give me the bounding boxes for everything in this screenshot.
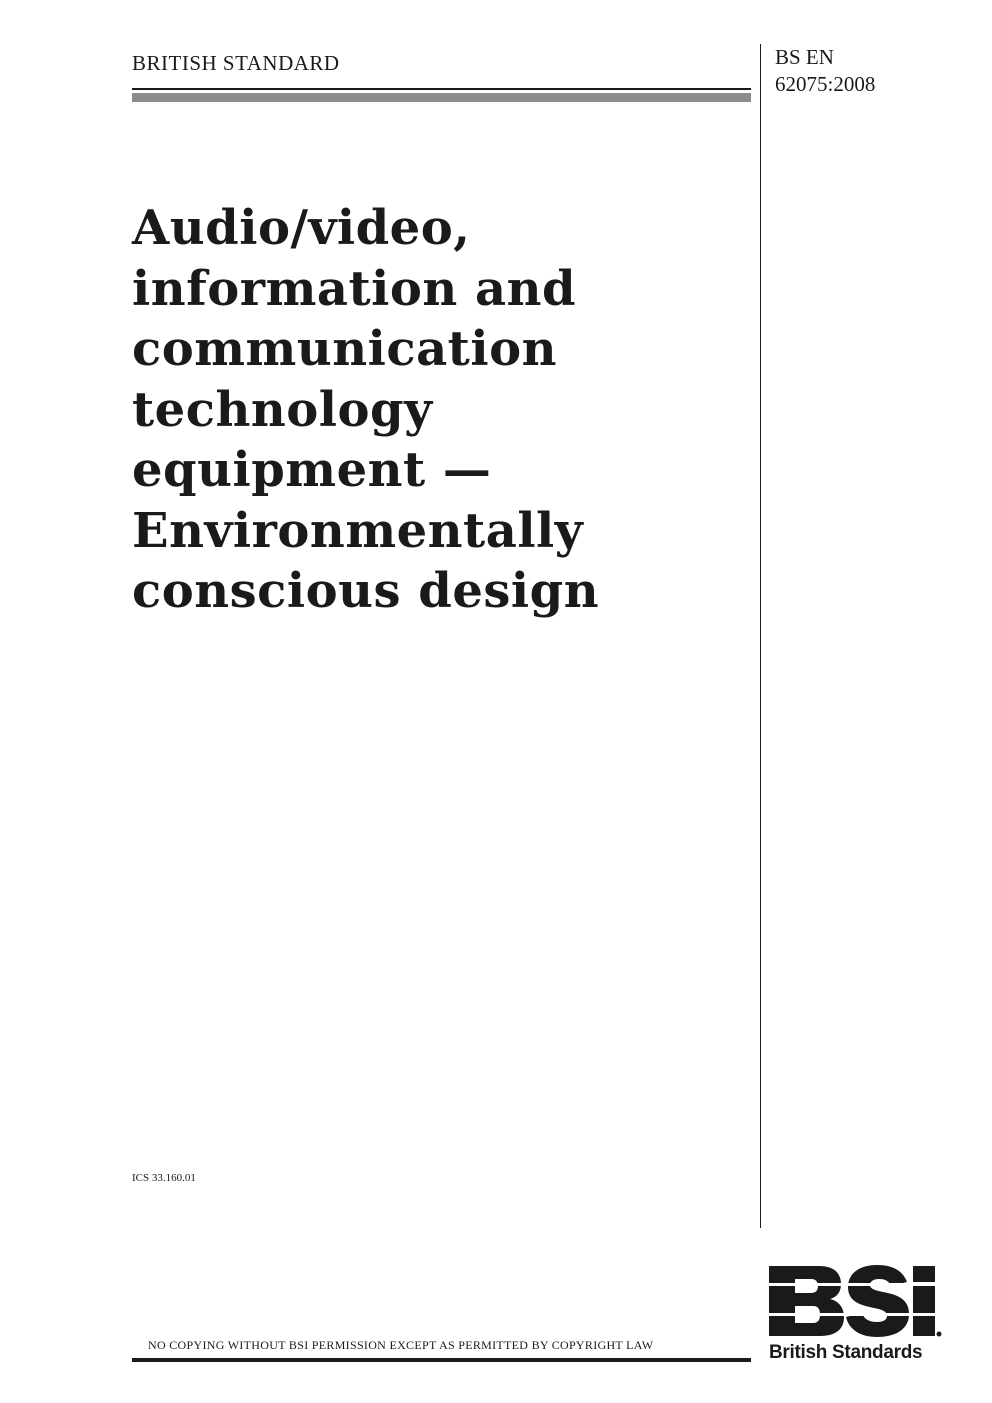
title-line: Audio/video,: [132, 200, 471, 256]
footer-rule: [132, 1358, 751, 1362]
bsi-logo-mark: [767, 1262, 942, 1338]
series-label: BRITISH STANDARD: [132, 51, 340, 75]
header-rule-thin: [132, 88, 751, 90]
copyright-notice: NO COPYING WITHOUT BSI PERMISSION EXCEPT AS PERMITTED BY COPYRIGHT LAW: [148, 1338, 654, 1352]
bsi-logo-caption: British Standards: [769, 1342, 923, 1363]
header-rule-thick: [132, 93, 751, 102]
title-line: conscious design: [132, 563, 600, 619]
title-line: Environmentally: [132, 502, 584, 559]
standard-number-line: BS EN: [775, 45, 834, 69]
title-line: technology: [132, 381, 433, 438]
ics-code: ICS 33.160.01: [132, 1172, 196, 1184]
standard-number: [775, 44, 875, 98]
vertical-divider: [760, 44, 761, 1228]
title-line: equipment —: [132, 442, 492, 498]
document-title: [132, 198, 732, 622]
bsi-logo: [767, 1262, 942, 1370]
title-line: information and: [132, 260, 577, 317]
title-line: communication: [132, 321, 557, 377]
standard-number-line: 62075:2008: [775, 72, 876, 96]
